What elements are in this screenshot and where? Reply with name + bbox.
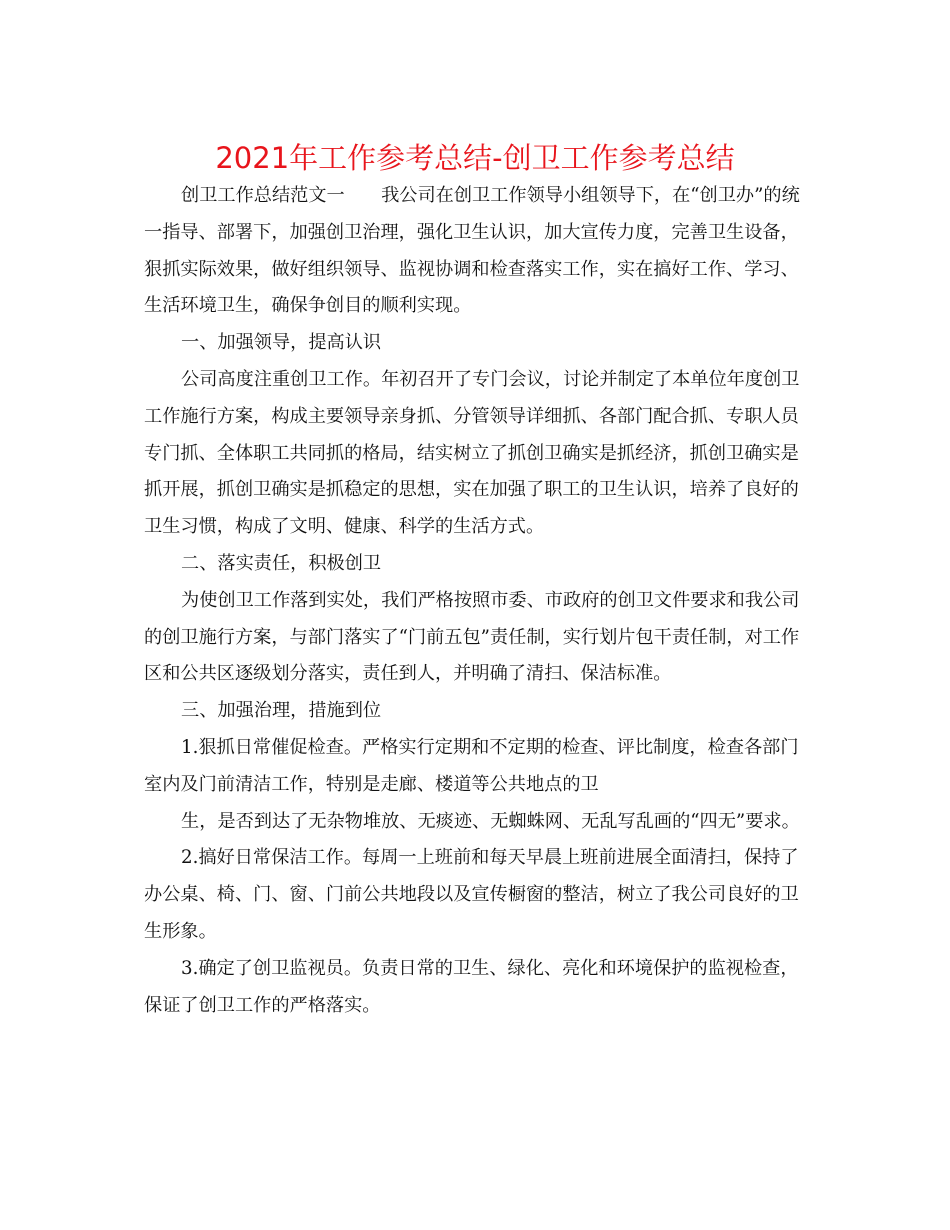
section-heading-2: 二、落实责任，积极创卫	[181, 552, 382, 574]
paragraph-item-2: 2.搞好日常保洁工作。每周一上班前和每天早晨上班前进展全面清扫，保持了办公桌、椅、门、窗、门前公共地段以及宣传橱窗的整洁，树立了我公司良好的卫生形象。	[144, 847, 799, 942]
document-title: 2021年工作参考总结-创卫工作参考总结	[215, 141, 735, 175]
section-heading-1: 一、加强领导，提高认识	[181, 332, 382, 354]
paragraph-item-1: 1.狠抓日常催促检查。严格实行定期和不定期的检查、评比制度，检查各部门室内及门前清洁工作，特别是走廊、楼道等公共地点的卫	[144, 736, 799, 795]
paragraph-intro: 创卫工作总结范文一 我公司在创卫工作领导小组领导下，在“创卫办”的统一指导、部署下，加强创卫治理，强化卫生认识，加大宣传力度，完善卫生设备，狠抓实际效果，做好组织领导、监视协调和检查落实工作，实在搞好工作、学习、生活环境卫生，确保争创目的顺利实现。	[144, 185, 800, 317]
paragraph-item-1-continued: 生，是否到达了无杂物堆放、无痰迹、无蜘蛛网、无乱写乱画的“四无”要求。	[181, 810, 800, 832]
document-body	[144, 178, 809, 1024]
section-heading-3: 三、加强治理，措施到位	[181, 700, 382, 722]
paragraph-item-3: 3.确定了创卫监视员。负责日常的卫生、绿化、亮化和环境保护的监视检查，保证了创卫工作的严格落实。	[144, 957, 799, 1016]
paragraph-section-1: 公司高度注重创卫工作。年初召开了专门会议，讨论并制定了本单位年度创卫工作施行方案，构成主要领导亲身抓、分管领导详细抓、各部门配合抓、专职人员专门抓、全体职工共同抓的格局，结实树立了抓创卫确实是抓经济，抓创卫确实是抓开展，抓创卫确实是抓稳定的思想，实在加强了职工的卫生认识，培养了良好的卫生习惯，构成了文明、健康、科学的生活方式。	[144, 368, 800, 538]
paragraph-section-2: 为使创卫工作落到实处，我们严格按照市委、市政府的创卫文件要求和我公司的创卫施行方案，与部门落实了“门前五包”责任制，实行划片包干责任制，对工作区和公共区逐级划分落实，责任到人，并明确了清扫、保洁标准。	[144, 589, 800, 685]
